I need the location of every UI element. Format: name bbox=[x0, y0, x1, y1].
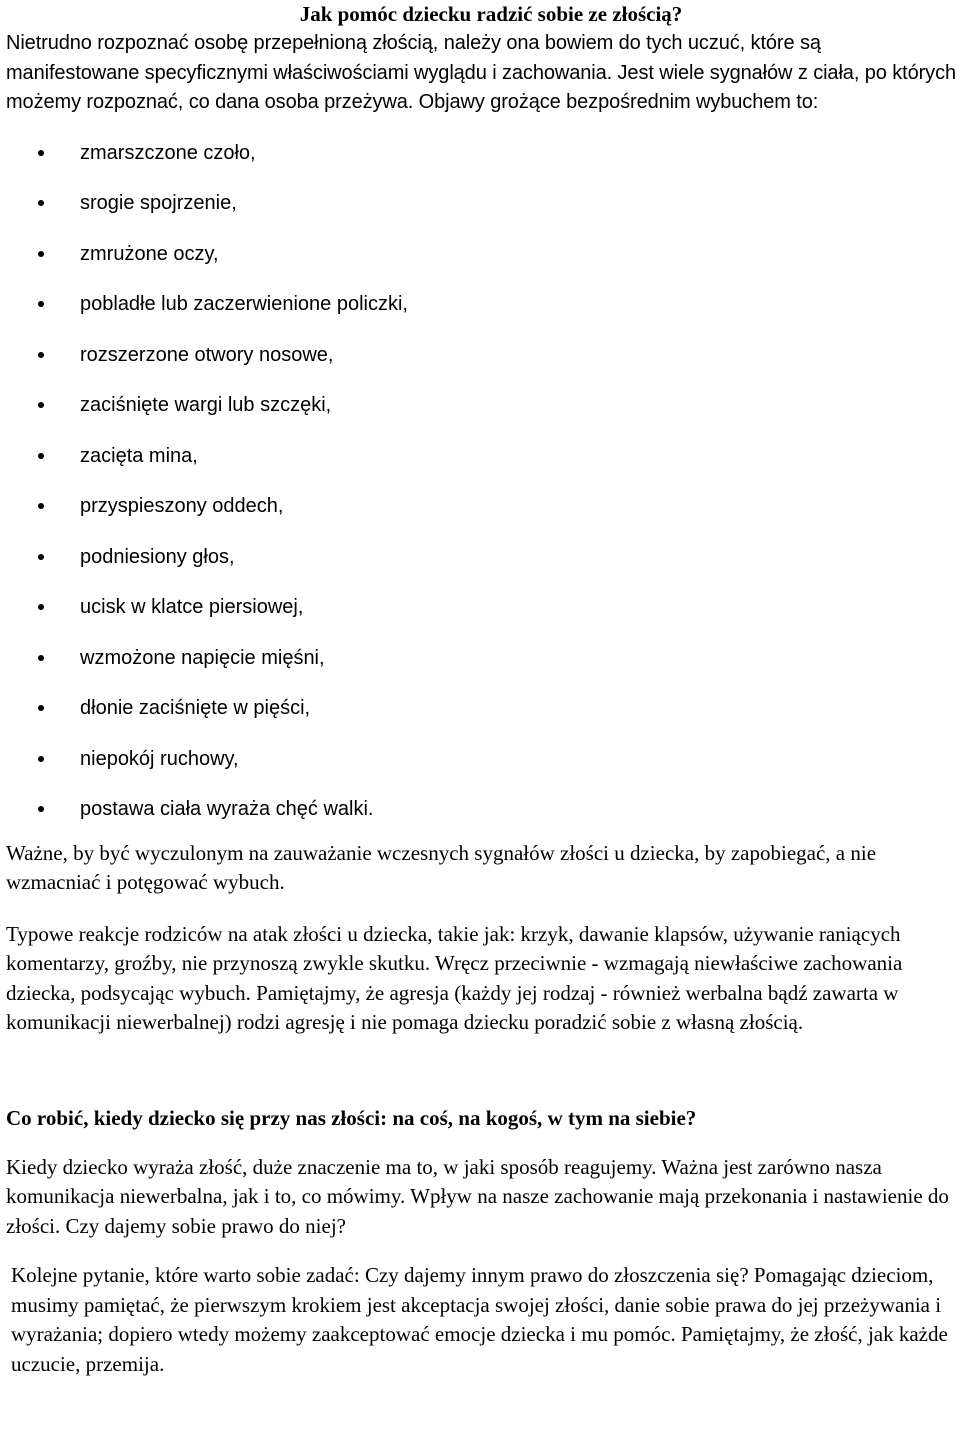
list-item bbox=[6, 734, 956, 785]
list-item bbox=[6, 784, 956, 835]
symptoms-list bbox=[6, 128, 956, 835]
bullet-icon bbox=[38, 453, 44, 459]
bullet-icon bbox=[38, 655, 44, 661]
bullet-icon bbox=[38, 554, 44, 560]
important-paragraph: Ważne, by być wyczulonym na zauważanie wczesnych sygnałów złości u dziecka, by zapobiegać, a nie wzmacniać i potęgować wybuch. bbox=[6, 840, 877, 894]
list-item-text: zaciśnięte wargi lub szczęki, bbox=[80, 394, 332, 416]
list-item-text: rozszerzone otwory nosowe, bbox=[80, 343, 334, 366]
list-item bbox=[6, 582, 956, 633]
list-item-text: postawa ciała wyraża chęć walki. bbox=[80, 798, 374, 820]
list-item bbox=[6, 431, 956, 482]
bullet-icon bbox=[38, 756, 44, 762]
list-item-text: srogie spojrzenie, bbox=[80, 192, 237, 214]
list-item-text: zmarszczone czoło, bbox=[80, 141, 256, 164]
list-item bbox=[6, 633, 956, 684]
list-item-text: zacięta mina, bbox=[80, 444, 198, 467]
list-item bbox=[6, 229, 956, 280]
bullet-icon bbox=[38, 503, 44, 509]
acceptance-paragraph: Kolejne pytanie, które warto sobie zadać: Czy dajemy innym prawo do złoszczenia się? Pomagając dzieciom, musimy pamiętać, że pierwszym krokiem jest akceptacja swojej złości, danie sobie prawa do jej przeżywania i wyrażania; dopiero wtedy możemy zaakceptować emocje dziecka i mu pomóc. Pamiętajmy, że złość, jak każde uczucie, przemija. bbox=[11, 1263, 948, 1376]
document-page bbox=[6, 0, 956, 1379]
list-item bbox=[6, 128, 956, 179]
list-item-text: ucisk w klatce piersiowej, bbox=[80, 596, 304, 618]
bullet-icon bbox=[38, 150, 44, 156]
typical-reactions-paragraph: Typowe reakcje rodziców na atak złości u dziecka, takie jak: krzyk, dawanie klapsów, używanie raniących komentarzy, groźby, nie przynoszą zwykle skutku. Wręcz przeciwnie - wzmagają niewłaściwe zachowania dziecka, podsycając wybuch. Pamiętajmy, że agresja (każdy jej rodzaj - również werbalna bądź zawarta w komunikacji niewerbalnej) rodzi agresję i nie pomaga dziecku poradzić sobie z własną złością. bbox=[6, 921, 903, 1034]
list-item bbox=[6, 683, 956, 734]
bullet-icon bbox=[38, 251, 44, 257]
list-item bbox=[6, 481, 956, 532]
bullet-icon bbox=[38, 301, 44, 307]
list-item bbox=[6, 279, 956, 330]
bullet-icon bbox=[38, 604, 44, 610]
bullet-icon bbox=[38, 352, 44, 358]
list-item-text: podniesiony głos, bbox=[80, 545, 235, 568]
list-item-text: zmrużone oczy, bbox=[80, 242, 219, 265]
bullet-icon bbox=[38, 402, 44, 408]
list-item bbox=[6, 380, 956, 431]
bullet-icon bbox=[38, 200, 44, 206]
list-item-text: wzmożone napięcie mięśni, bbox=[80, 646, 325, 669]
page-title: Jak pomóc dziecku radzić sobie ze złością? bbox=[299, 2, 683, 26]
reaction-paragraph: Kiedy dziecko wyraża złość, duże znaczenie ma to, w jaki sposób reagujemy. Ważna jest zarówno nasza komunikacja niewerbalna, jak i to, co mówimy. Wpływ na nasze zachowanie mają przekonania i nastawienie do złości. Czy dajemy sobie prawo do niej? bbox=[6, 1154, 949, 1238]
list-item bbox=[6, 330, 956, 381]
intro-paragraph: Nietrudno rozpoznać osobę przepełnioną złością, należy ona bowiem do tych uczuć, które są manifestowane specyficznymi właściwościami wyglądu i zachowania. Jest wiele sygnałów z ciała, po których możemy rozpoznać, co dana osoba przeżywa. Objawy grożące bezpośrednim wybuchem to: bbox=[6, 32, 957, 113]
section-heading: Co robić, kiedy dziecko się przy nas złości: na coś, na kogoś, w tym na siebie? bbox=[6, 1105, 697, 1130]
list-item-text: pobladłe lub zaczerwienione policzki, bbox=[80, 293, 408, 315]
bullet-icon bbox=[38, 806, 44, 812]
list-item bbox=[6, 178, 956, 229]
list-item-text: przyspieszony oddech, bbox=[80, 495, 284, 517]
bullet-icon bbox=[38, 705, 44, 711]
list-item-text: niepokój ruchowy, bbox=[80, 747, 239, 770]
list-item-text: dłonie zaciśnięte w pięści, bbox=[80, 697, 311, 719]
list-item bbox=[6, 532, 956, 583]
